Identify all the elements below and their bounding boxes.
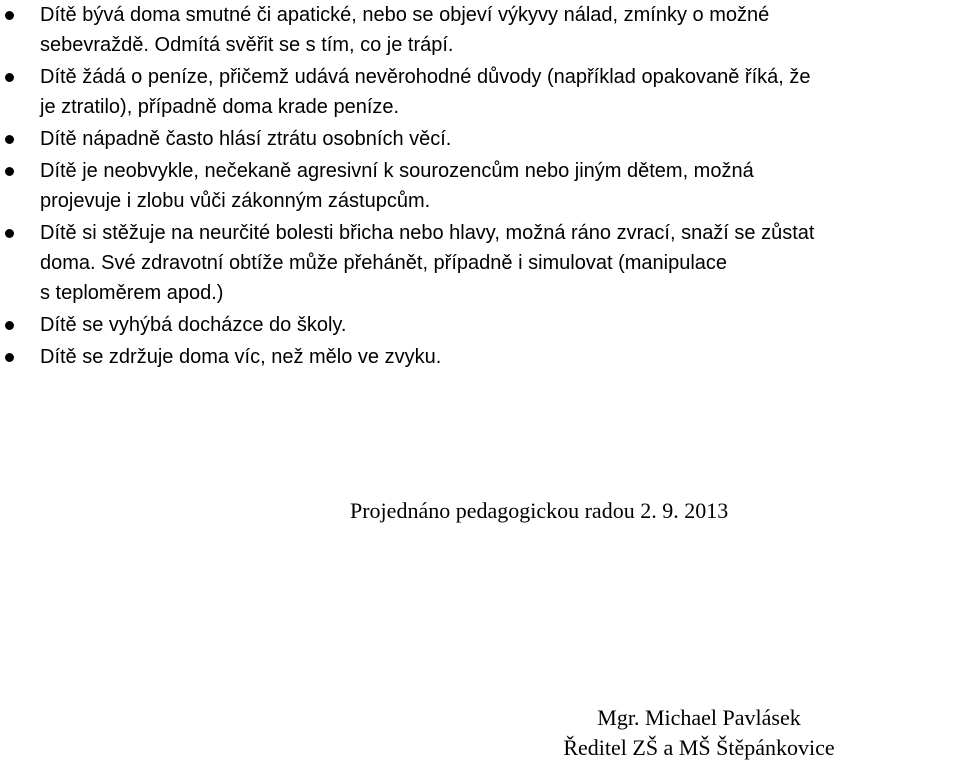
list-item-text — [40, 156, 959, 216]
list-item-line: Dítě nápadně často hlásí ztrátu osobních věcí. — [40, 128, 452, 150]
list-item-text — [40, 124, 959, 154]
list-item-line: projevuje i zlobu vůči zákonným zástupcům. — [40, 190, 431, 212]
list-item-line: Dítě je neobvykle, nečekaně agresivní k sourozencům nebo jiným dětem, možná — [40, 160, 754, 182]
bullet-dot-icon — [5, 73, 14, 82]
list-item — [0, 0, 959, 60]
bullet-dot-icon — [5, 11, 14, 20]
list-item — [0, 310, 959, 340]
list-item — [0, 62, 959, 122]
list-item-text — [40, 342, 959, 372]
list-item-line: Dítě se vyhýbá docházce do školy. — [40, 314, 347, 336]
list-item — [0, 342, 959, 372]
list-item-text — [40, 310, 959, 340]
list-item-text — [40, 62, 959, 122]
list-item-text — [40, 0, 959, 60]
bullet-dot-icon — [5, 321, 14, 330]
bullet-dot-icon — [5, 229, 14, 238]
signature-title: Ředitel ZŠ a MŠ Štěpánkovice — [563, 735, 835, 760]
list-item-line: Dítě si stěžuje na neurčité bolesti břicha nebo hlavy, možná ráno zvrací, snaží se zůstat — [40, 222, 815, 244]
list-item-line: Dítě bývá doma smutné či apatické, nebo se objeví výkyvy nálad, zmínky o možné — [40, 4, 770, 26]
bullet-dot-icon — [5, 167, 14, 176]
approval-note: Projednáno pedagogickou radou 2. 9. 2013 — [350, 498, 729, 523]
signature-name: Mgr. Michael Pavlásek — [597, 705, 801, 730]
list-item — [0, 124, 959, 154]
list-item-line: Dítě se zdržuje doma víc, než mělo ve zvyku. — [40, 346, 442, 368]
bullet-dot-icon — [5, 135, 14, 144]
bullet-dot-icon — [5, 353, 14, 362]
list-item-line: Dítě žádá o peníze, přičemž udává nevěrohodné důvody (například opakovaně říká, že — [40, 66, 811, 88]
list-item — [0, 218, 959, 308]
list-item-line: s teploměrem apod.) — [40, 282, 224, 304]
signature-block — [534, 703, 864, 763]
list-item-text — [40, 218, 959, 308]
symptom-bullet-list — [0, 0, 959, 374]
list-item-line: je ztratilo), případně doma krade peníze. — [40, 96, 400, 118]
list-item-line: sebevraždě. Odmítá svěřit se s tím, co je trápí. — [40, 34, 454, 56]
list-item — [0, 156, 959, 216]
list-item-line: doma. Své zdravotní obtíže může přehánět, případně i simulovat (manipulace — [40, 252, 728, 274]
